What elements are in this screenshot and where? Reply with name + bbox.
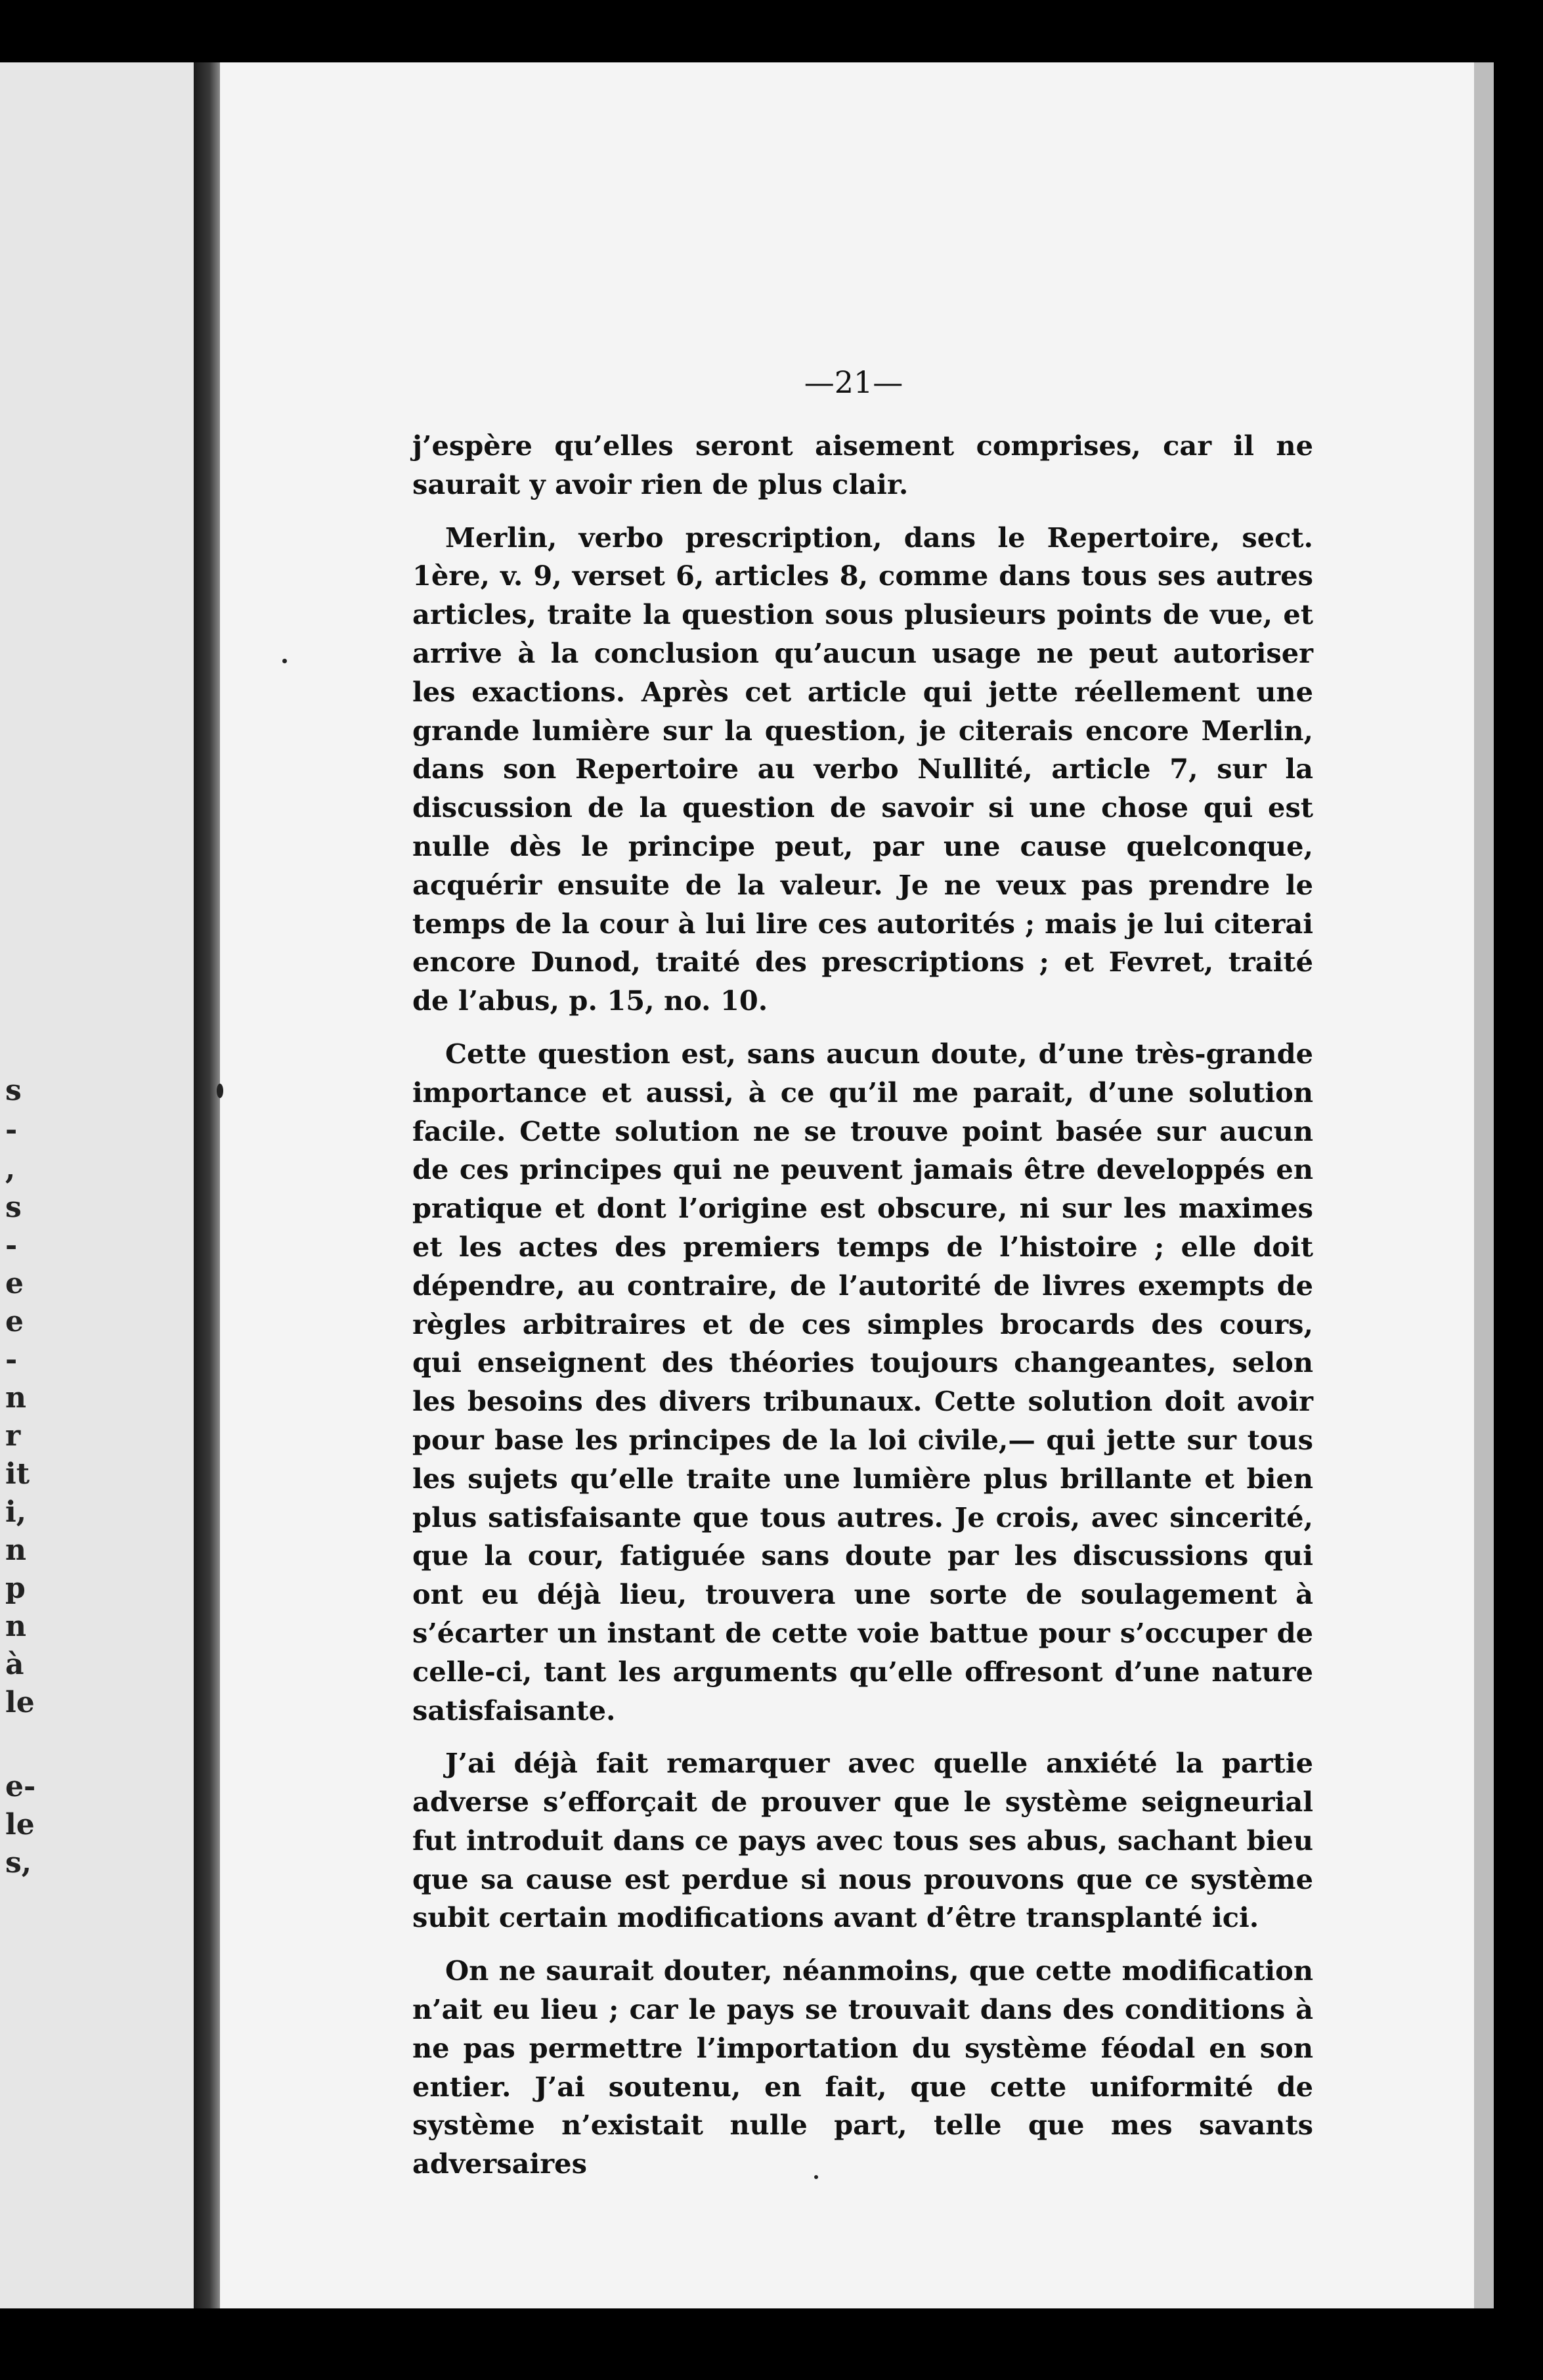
fragment: - xyxy=(5,1113,18,1147)
paragraph: Merlin, verbo prescription, dans le Repertoire, sect. 1ère, v. 9, verset 6, articles 8, comme dans tous ses autres articles, traite la question sous plusieurs points de vue, et arrive à la conclusion qu’aucun usage ne peut autoriser les exactions. Après cet article qui jette réellement une grande lumière sur la question, je citerais encore Merlin, dans son Repertoire au verbo Nullité, article 7, sur la discussion de la question de savoir si une chose qui est nulle dès le principe peut, par une cause quelconque, acquérir ensuite de la valeur. Je ne veux pas prendre le temps de la cour à lui lire ces autorités ; mais je lui citerai encore Dunod, traité des prescriptions ; et Fevret, traité de l’abus, p. 15, no. 10. xyxy=(412,521,1313,1017)
fragment: à xyxy=(5,1648,24,1681)
fragment: p xyxy=(5,1572,26,1605)
paragraph: Cette question est, sans aucun doute, d’une très-grande importance et aussi, à ce qu’il me parait, d’une solution facile. Cette solution ne se trouve point basée sur aucun de ces principes qui ne peuvent jamais être developpés en pratique et dont l’origine est obscure, ni sur les maximes et les actes des premiers temps de l’histoire ; elle doit dépendre, au contraire, de l’autorité de livres exempts de règles arbitraires et de ces simples brocards des cours, qui enseignent des théories toujours changeantes, selon les besoins des divers tribunaux. Cette solution doit avoir pour base les principes de la loi civile,— qui jette sur tous les sujets qu’elle traite une lumière plus brillante et bien plus satisfaisante que tous autres. Je crois, avec sincerité, que la cour, fatiguée sans doute par les discussions qui ont eu déjà lieu, trouvera une sorte de soulagement à s’écarter un instant de cette voie battue pour s’occuper de celle-ci, tant les arguments qu’elle offresont d’une nature satisfaisante. xyxy=(412,1037,1313,1727)
facing-page-edge xyxy=(0,62,194,2308)
fragment: le xyxy=(5,1808,35,1841)
fragment: e- xyxy=(5,1770,36,1803)
fragment: n xyxy=(5,1533,26,1567)
fragment: s xyxy=(5,1191,22,1224)
ink-speck xyxy=(217,1084,223,1098)
fragment: e xyxy=(5,1267,24,1300)
fragment: i, xyxy=(5,1495,27,1529)
body-text xyxy=(412,427,1313,2184)
paragraph: j’espère qu’elles seront aisement comprises, car il ne saurait y avoir rien de plus clair. xyxy=(412,430,1313,500)
fragment: le xyxy=(5,1686,35,1719)
fragment: s xyxy=(5,1074,22,1107)
fragment: , xyxy=(5,1153,16,1186)
facing-page-fragments xyxy=(0,62,39,2308)
ink-speck xyxy=(814,2175,818,2179)
fragment: r xyxy=(5,1419,21,1453)
fragment: s, xyxy=(5,1846,32,1880)
fragment: n xyxy=(5,1610,26,1643)
fragment: n xyxy=(5,1381,26,1415)
page-number: —21— xyxy=(804,364,903,400)
fragment: - xyxy=(5,1229,18,1262)
fragment: it xyxy=(5,1457,30,1491)
fragment: - xyxy=(5,1343,18,1377)
page-edge xyxy=(1474,62,1494,2308)
paragraph: J’ai déjà fait remarquer avec quelle anxiété la partie adverse s’efforçait de prouver que le système seigneurial fut introduit dans ce pays avec tous ses abus, sachant bieu que sa cause est perdue si nous prouvons que ce système subit certain modifications avant d’être transplanté ici. xyxy=(412,1747,1313,1934)
paragraph: On ne saurait douter, néanmoins, que cette modification n’ait eu lieu ; car le pays se trouvait dans des conditions à ne pas permettre l’importation du système féodal en son entier. J’ai soutenu, en fait, que cette uniformité de système n’existait nulle part, telle que mes savants adversaires xyxy=(412,1954,1313,2180)
fragment: e xyxy=(5,1305,24,1338)
ink-speck xyxy=(282,659,287,663)
book-gutter xyxy=(194,62,220,2308)
